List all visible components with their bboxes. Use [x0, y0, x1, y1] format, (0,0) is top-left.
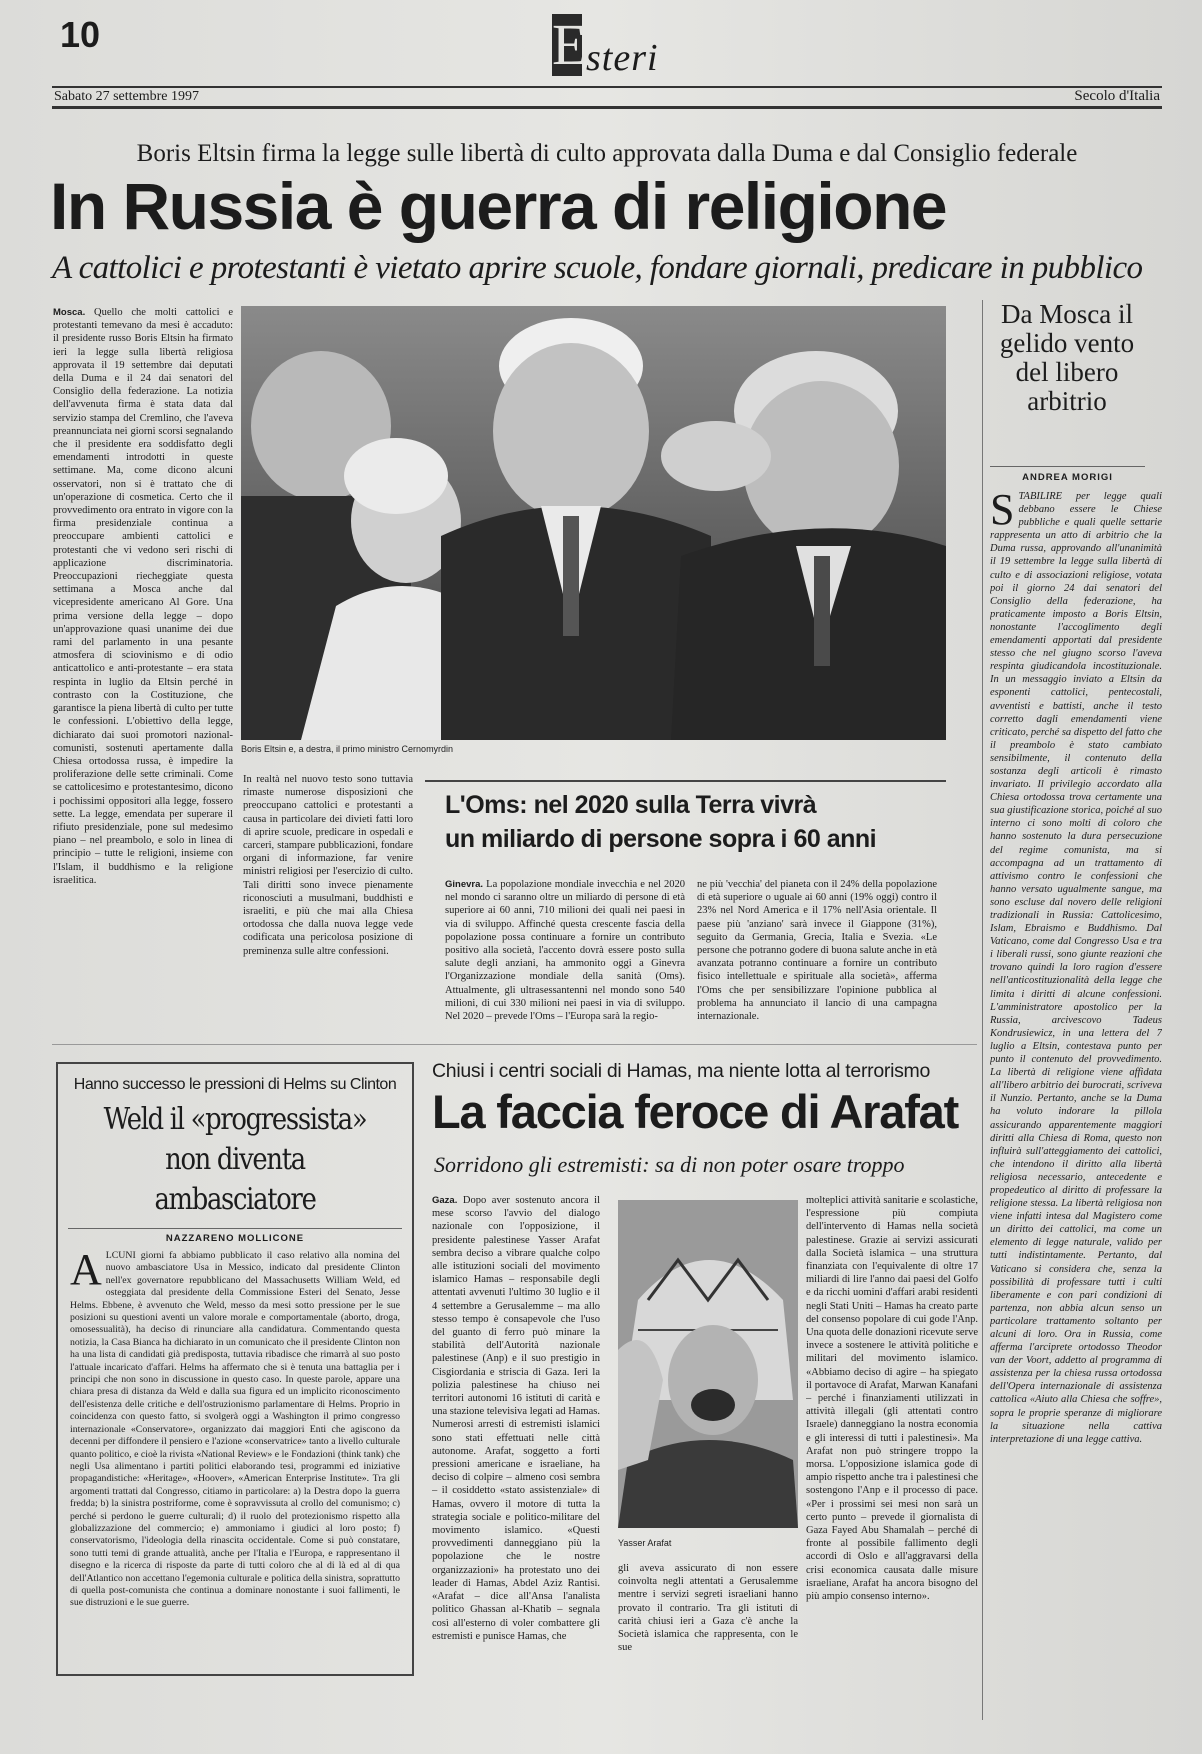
lower-section-rule — [52, 1044, 977, 1045]
oms-dateline: Ginevra. — [445, 879, 484, 890]
oms-title-line-1: L'Oms: nel 2020 sulla Terra vivrà — [445, 791, 817, 819]
oms-title-line-2: un miliardo di persone sopra i 60 anni — [445, 825, 877, 853]
lead-column-2: In realtà nel nuovo testo sono tuttavia rimaste numerose disposizioni che preoccupano cattolici e protestanti a causa in particolare dei divieti fatti loro di aprire scuole, predicare in ospedali e carceri, stampare pubblicazioni, fondare organi di informazione, far venire ministri religiosi per l'esercizio di culto. Tali diritti sono invece pienamente riconosciuti a musulmani, buddhisti e israeliti, e più che mai alla Chiesa ortodossa che dalla nuova legge vede codificata una pericolosa posizione di preminenza sulle altre confessioni. — [243, 774, 413, 957]
masthead: Secolo d'Italia — [1074, 88, 1160, 104]
arafat-title: La faccia feroce di Arafat — [432, 1085, 959, 1138]
lead-column-1 — [53, 306, 233, 954]
eltsin-photo-caption: Boris Eltsin e, a destra, il primo ministro Cernomyrdin — [241, 744, 454, 754]
sidebar-rule — [990, 466, 1145, 467]
arafat-dateline: Gaza. — [432, 1195, 458, 1206]
header-rule-bottom — [52, 106, 1162, 109]
arafat-photo-image — [618, 1200, 798, 1528]
weld-text: LCUNI giorni fa abbiamo pubblicato il caso relativo alla nomina del nuovo ambasciatore Usa in Messico, indicato dal presidente Clinton nell'ex governatore repubblicano del Massachusetts William Weld, ed osteggiata dal presidente della Commissione Esteri del Senato, Jesse Helms. Ebbene, è avvenuto che Weld, messo da mesi sotto pressione per le sue posizioni su questioni aventi un valore morale e comportamentale (aborto, droga, omosessualità), ha deciso di rinunciare alla candidatura. Commentando questa notizia, la Casa Bianca ha dichiarato in un comunicato che il presidente Clinton non ha una lista di candidati già predisposta, tuttavia ribadisce che rimarrà al suo posto l'attuale incaricato d'affari. Helms ha affermato che si è tenuta una battaglia per i principi che non sono in discussione in questo caso. In queste parole, appare una chiara presa di distanza da Weld e dalla sua figura ed un implicito riconoscimento dell'esistenza delle critiche e dell'ostruzionismo parlamentare di Helms. Proprio in coincidenza con questo fatto, si svolgerà oggi a Washington il primo congresso internazionale «Conservatore», organizzato dai maggiori Enti che agiscono da decenni per diffondere il pensiero e l'azione «conservatrice» tanto a livello culturale quanto politico, e cioè la rivista «National Review» e le Fondazioni (think tank) che negli Usa alimentano i partiti politici elaborando tesi, programmi ed iniziative propagandistiche: «Heritage», «Hoover», «American Enterprise Institute». Tra gli argomenti trattati dal Congresso, citiamo in particolare: a) la Destra dopo la guerra fredda; b) la sinistra postriforme, come è sopravvissuta al crollo del comunismo; c) perché si perdono le guerre culturali; d) il ruolo del protezionismo rispetto alla globalizzazione del commercio; e) ammoniamo i giudici al loro posto; f) conservatorismo, l'ideologia della rinascita occidentale. Come si può constatare, sono tutti temi di grande attualità, anche per l'Italia e l'Europa, e rappresentano il disegno e la ricerca di risposte da parte di tutti coloro che al di là ed al di qua dell'Atlantico non accettano l'egemonia culturale e politica della sinistra, soprattutto di quella post-comunista che continua a dominare nonostante i suoi fallimenti, le sue distruzioni e le sue guerre. — [70, 1250, 400, 1609]
arafat-deck: Sorridono gli estremisti: sa di non poter osare troppo — [434, 1152, 905, 1177]
sidebar-text: TABILIRE per legge quali debbano essere le Chiese pubbliche e quali quelle settarie rappresenta un atto di arbitrio che la Duma russa, approvando all'unanimità il 19 settembre la legge sulla libertà di culto e di associazioni religiose, votata poi il giorno 24 dai senatori del Consiglio della federazione, ha praticamente imposto a Boris Eltsin, nonostante l'accoglimento degli emendamenti apportati dal presidente stesso che nel giugno scorso l'aveva respinta giudicandola incostituzionale. In un messaggio inviato a Eltsin da esponenti cattolici, pentecostali, avventisti e battisti, anche il testo corretto dagli emendamenti viene criticato, perché sa dispetto del fatto che il preambolo è stato cambiato sensibilmente, il contenuto della sostanza degli articoli è rimasto invariato. Il privilegio accordato alla Chiesa ortodossa trova certamente una sua giustificazione storica, poiché al suo interno ci sono molti di coloro che hanno sostenuto la dura persecuzione del regime comunista, ma si accompagna ad un trattamento di attivismo contro le confessioni che hanno versato ugualmente sangue, ma sono escluse dal novero delle religioni tradizionali in Russia: Cattolicesimo, Islam, Ebraismo e Buddhismo. Dal Vaticano, come dal Congresso Usa e tra i liberali russi, sono giunte reazioni che trovano quindi la loro ragion d'essere nell'anticostituzionalità della legge che limita i diritti di alcune confessioni. L'amministratore apostolico per la Russia, arcivescovo Tadeus Kondrusiewicz, in una lettera del 7 luglio a Eltsin, contestava punto per punto il contenuto del provvedimento. La libertà di religione viene affidata all'libero arbitrio dei burocrati, scriveva il Nunzio. Pertanto, anche se la Duma ha voluto indorare la pillola assicurando apparentemente maggiori diritti alla Chiesa di Roma, questo non influirà sull'atteggiamento dei cattolici, che intendono il diritto alla libertà religiosa necessario, antecedente e propedeutico al diritto di professare la religione stessa. La libertà religiosa non viene infatti intesa dal Magistero come un diritto dei cattolici, ma come un elemento di legge naturale, valido per tutti indistintamente. Pertanto, dal Vaticano si considera che, senza la possibilità di professare tutti i culti liberamente e con pari condizioni di partenza, non abbia alcun senso un particolare trattamento soltanto per alcuni di loro. Ora in Russia, come afferma l'arciprete ortodosso Theodor van der Voort, addetto al programma di assistenza per la chiesa russa ortodossa dell'Opera internazionale di assistenza cattolica «Aiuto alla Chiesa che soffre», sopra le proprie speranze di migliorare la situazione nella cattiva interpretazione di una legge cattiva. — [990, 491, 1162, 1445]
header-rule — [52, 86, 1162, 88]
oms-article — [425, 780, 946, 1032]
section-name: steri — [586, 37, 659, 79]
weld-rule — [68, 1228, 402, 1229]
sidebar-title: Da Mosca il gelido vento del libero arbitrio — [999, 299, 1135, 416]
arafat-kicker: Chiusi i centri sociali di Hamas, ma niente lotta al terrorismo — [432, 1060, 931, 1082]
weld-body — [70, 1250, 400, 1700]
arafat-column-3: molteplici attività sanitarie e scolastiche, l'espressione più compiuta dell'intervento di Hamas nella società palestinese. Grazie ai servizi assicurati dalla Società islamica – una struttura finanziata con l'equivalente di oltre 17 miliardi di lire l'anno dai paesi del Golfo e da ricchi uomini d'affari arabi residenti negli Stati Uniti – Hamas ha creato parte del consenso popolare di cui gode l'Anp. Una quota delle donazioni ricevute serve invece a sostenere le attività politiche e militari del movimento islamico. «Abbiamo deciso di agire – ha spiegato il portavoce di Arafat, Marwan Kanafani – perché i finanziamenti utilizzati in attività illegali (gli attentati contro Israele) danneggiano la nostra economia e gli interessi di tutti i palestinesi». Ma Arafat non può stringere troppo la morsa. L'opposizione islamica gode di ampio rispetto anche tra i palestinesi che sostengono l'Anp e il processo di pace. «Per i prossimi sei mesi non sarà un certo punto – prevede il giornalista di Gaza Fayed Abu Shamalah – perché di fronte al possibile fallimento degli accordi di Oslo e all'aggravarsi della crisi economica causata dalle misure israeliane, Arafat ha ancora bisogno del più ampio consenso interno». — [806, 1195, 978, 1603]
sidebar-column-rule — [982, 300, 983, 1720]
weld-dropcap: A — [70, 1250, 102, 1294]
weld-article — [56, 1062, 414, 1676]
arafat-photo — [618, 1200, 798, 1528]
weld-title-line-2: non diventa ambasciatore — [154, 1142, 316, 1217]
sidebar-body — [990, 490, 1162, 1730]
issue-date: Sabato 27 settembre 1997 — [54, 89, 200, 104]
section-initial: E — [552, 12, 588, 77]
lead-kicker: Boris Eltsin firma la legge sulle libertà di culto approvata dalla Duma e dal Consiglio federale — [136, 140, 1078, 167]
weld-byline: NAZZARENO MOLLICONE — [165, 1233, 305, 1244]
oms-body-1: La popolazione mondiale invecchia e nel 2020 nel mondo ci saranno oltre un miliardo di persone di età superiore ai 60 anni, 710 milioni dei quali nei paesi in via di sviluppo. Affinché questa crescente fascia della popolazione possa continuare a fornire un contributo positivo alla società, l'accento dovrà essere posto sulla salute degli anziani, ha ammonito oggi a Ginevra l'Organizzazione mondiale della sanità (Oms). Attualmente, gli ultrasessantenni nel mondo sono 540 milioni, di cui 330 milioni nei paesi in via di sviluppo. Nel 2020 – prevede l'Oms – l'Europa sarà la regio- — [445, 879, 685, 1023]
sidebar-byline: ANDREA MORIGI — [1022, 472, 1113, 483]
arafat-body-1: Dopo aver sostenuto ancora il mese scorso l'avvio del dialogo nazionale con l'opposizione, il presidente palestinese Yasser Arafat sembra deciso a vibrare qualche colpo alle istituzioni sociali del movimento islamico Hamas – responsabile degli attentati avvenuti l'ultimo 30 luglio e il 4 settembre a Gerusalemme – ma allo stesso tempo è consapevole che l'uso del guanto di ferro può minare la stabilità dell'Autorità nazionale palestinese (Anp) e il suo prestigio in Cisgiordania e striscia di Gaza. Ieri la polizia palestinese ha chiuso nei territori autonomi 16 istituti di carità e una stazione televisiva legati ad Hamas. Numerosi arresti di estremisti islamici sono stati effettuati nelle città autonome. Arafat, soggetto a forti pressioni americane e israeliane, ha deciso di colpire – almeno così sembra – il cosiddetto «stato assistenziale» di Hamas, ovvero il motore di tutta la strategia sociale e politico-militare del movimento islamico. «Questi provvedimenti danneggiano più la popolazione che le nostre organizzazioni» ha protestato uno dei leader di Hamas, Abdel Aziz Rantisi. «Arafat – dice all'Ansa l'analista politico Ghassan al-Khatib – segnala così all'esterno di voler combattere gli estremisti e punisce Hamas, che — [432, 1195, 600, 1642]
weld-kicker: Hanno successo le pressioni di Helms su Clinton — [73, 1076, 397, 1093]
arafat-column-1 — [432, 1194, 600, 1716]
arafat-photo-caption: Yasser Arafat — [618, 1538, 672, 1548]
oms-column-1 — [445, 878, 685, 1028]
eltsin-photo-image — [241, 306, 946, 740]
page-number: 10 — [60, 14, 101, 55]
sidebar-dropcap: S — [990, 490, 1015, 534]
arafat-column-2: gli aveva assicurato di non essere coinvolta negli attentati a Gerusalemme mentre i servizi segreti israeliani hanno provato il contrario. Tra gli istituti di carità chiusi ieri a Gaza c'è anche la Società islamica che rappresenta, con le sue — [618, 1563, 798, 1654]
oms-column-2: ne più 'vecchia' del pianeta con il 24% della popolazione di età superiore o uguale ai 60 anni (19% oggi) contro il 23% nel Nord America e il 17% nell'Asia orientale. Il paese più 'anziano' sarà invece il Giappone (31%), seguito da Germania, Grecia, Italia e Svezia. «Le persone che potranno godere di buona salute anche in età avanzata potranno continuare a fornire un contributo fisico intellettuale e spirituale alla società», afferma l'Oms che per sensibilizzare l'opinione pubblica al problema ha annunciato il lancio di una campagna internazionale. — [697, 879, 937, 1023]
weld-title-line-1: Weld il «progressista» — [103, 1102, 367, 1137]
lead-dateline: Mosca. — [53, 307, 86, 318]
lead-deck: A cattolici e protestanti è vietato aprire scuole, fondare giornali, predicare in pubblico — [52, 250, 1143, 286]
lead-headline: In Russia è guerra di religione — [50, 169, 947, 243]
eltsin-photo — [241, 306, 946, 740]
lead-body-1: Quello che molti cattolici e protestanti temevano da mesi è accaduto: il presidente russo Boris Eltsin ha firmato ieri la legge sulla libertà religiosa approvata il 19 settembre dai deputati della Duma e il 24 dai senatori del Consiglio della federazione. La notizia dell'avvenuta firma è stata data dal servizio stampa del Cremlino, che l'aveva preannunciata nei giorni scorsi segnalando che il presidente era soddisfatto degli emendamenti introdotti in queste settimane. Ma, come dicono alcuni osservatori, non si è trattato che di un'operazione di cosmetica. Certo che il provvedimento ora entrato in vigore con la firma presidenziale continua a preoccupare ambienti cattolici e protestanti che vi vedono seri rischi di applicazione discriminatoria. Preoccupazioni riecheggiate questa settimana a Mosca anche dal vicepresidente americano Al Gore. Una prima versione della legge – dopo un'approvazione quasi unanime dei due rami del parlamento in una pesante atmosfera di sciovinismo e di odio anticattolico e anti-protestante – era stata respinta in luglio da Eltsin perché in contrasto con la Costituzione, che garantisce la piena libertà di culto per tutte le confessioni. L'obiettivo della legge, dichiarato dai suoi promotori nazional-comunisti, sostenuti apertamente dalla Chiesa ortodossa russa, è impedire la proliferazione delle sette criminali. Come se cattolicesimo e protestantesimo, dicono i pochissimi oppositori alla legge, fossero sette. La legge, emendata per superare il rifiuto presidenziale, pone sul medesimo piano – nel preambolo, e solo in linea di principio – tutte le religioni, insieme con l'Islam, il buddhismo e la religione israelitica. — [53, 307, 233, 886]
